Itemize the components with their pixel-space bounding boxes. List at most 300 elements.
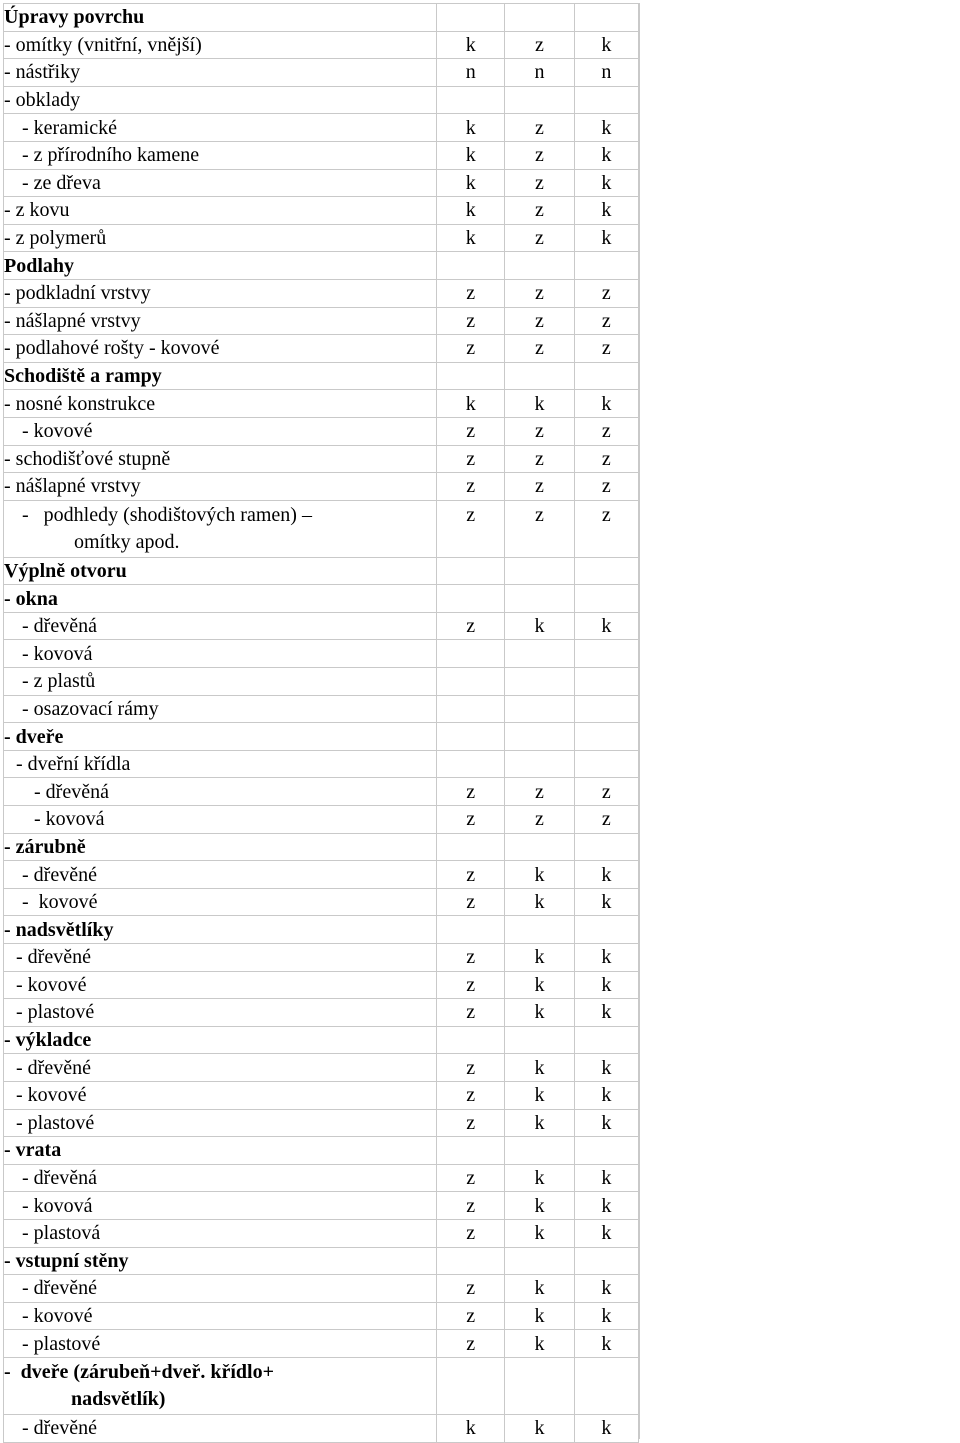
rating-cell-3: z bbox=[574, 279, 638, 307]
rating-cell-3 bbox=[574, 916, 638, 944]
rating-cell-2: z bbox=[505, 500, 574, 557]
rating-cell-2 bbox=[505, 916, 574, 944]
row-label-cell bbox=[4, 169, 437, 197]
rating-cell-1 bbox=[437, 1026, 505, 1054]
row-label-cell bbox=[4, 668, 437, 696]
row-label-cell bbox=[4, 1026, 437, 1054]
rating-cell-2 bbox=[505, 362, 574, 390]
table-row bbox=[4, 861, 639, 889]
row-label-cell bbox=[4, 1275, 437, 1303]
rating-cell-3 bbox=[574, 1247, 638, 1275]
rating-cell-2 bbox=[505, 833, 574, 861]
rating-cell-1: k bbox=[437, 224, 505, 252]
rating-cell-1 bbox=[437, 695, 505, 723]
rating-cell-1: z bbox=[437, 335, 505, 363]
table-row bbox=[4, 31, 639, 59]
rating-cell-1: k bbox=[437, 31, 505, 59]
table-row bbox=[4, 916, 639, 944]
table-row bbox=[4, 778, 639, 806]
rating-cell-2: n bbox=[505, 59, 574, 87]
row-label-cell bbox=[4, 1330, 437, 1358]
row-label-cell bbox=[4, 362, 437, 390]
table-row bbox=[4, 585, 639, 613]
rating-cell-1: z bbox=[437, 473, 505, 501]
rating-cell-3: k bbox=[574, 1192, 638, 1220]
row-label: - dřevěné bbox=[22, 1417, 97, 1440]
row-label-cell bbox=[4, 390, 437, 418]
rating-cell-2 bbox=[505, 668, 574, 696]
rating-cell-2: k bbox=[505, 1109, 574, 1137]
rating-cell-1: z bbox=[437, 778, 505, 806]
row-label: - z kovu bbox=[4, 199, 70, 222]
table-row bbox=[4, 224, 639, 252]
rating-cell-2: k bbox=[505, 390, 574, 418]
rating-cell-1: z bbox=[437, 1275, 505, 1303]
row-label-cell bbox=[4, 59, 437, 87]
rating-cell-2: z bbox=[505, 197, 574, 225]
table-row bbox=[4, 86, 639, 114]
rating-cell-1 bbox=[437, 916, 505, 944]
row-label: - vrata bbox=[4, 1139, 62, 1162]
table-row bbox=[4, 1164, 639, 1192]
rating-cell-3 bbox=[574, 86, 638, 114]
rating-cell-2: k bbox=[505, 971, 574, 999]
rating-cell-2: k bbox=[505, 888, 574, 916]
table-row bbox=[4, 806, 639, 834]
rating-cell-1 bbox=[437, 86, 505, 114]
rating-cell-2 bbox=[505, 1137, 574, 1165]
rating-cell-3: k bbox=[574, 114, 638, 142]
table-row bbox=[4, 1081, 639, 1109]
rating-cell-1: z bbox=[437, 806, 505, 834]
row-label: - kovová bbox=[34, 808, 105, 831]
rating-cell-1 bbox=[437, 1137, 505, 1165]
rating-cell-1: k bbox=[437, 141, 505, 169]
table-row bbox=[4, 362, 639, 390]
rating-cell-3: k bbox=[574, 612, 638, 640]
row-label-cell bbox=[4, 335, 437, 363]
rating-cell-3: k bbox=[574, 31, 638, 59]
rating-cell-1: z bbox=[437, 612, 505, 640]
rating-cell-2: z bbox=[505, 417, 574, 445]
column-divider bbox=[639, 3, 640, 1439]
rating-cell-3: k bbox=[574, 141, 638, 169]
row-label-cell bbox=[4, 279, 437, 307]
row-label: - kovová bbox=[22, 1194, 93, 1217]
table-row bbox=[4, 999, 639, 1027]
row-label: - schodišťové stupně bbox=[4, 447, 171, 470]
rating-cell-1: z bbox=[437, 1219, 505, 1247]
rating-cell-2 bbox=[505, 1357, 574, 1414]
rating-cell-1 bbox=[437, 668, 505, 696]
row-label: - obklady bbox=[4, 89, 81, 112]
table-row bbox=[4, 1330, 639, 1358]
rating-cell-2: k bbox=[505, 1081, 574, 1109]
row-label: - nášlapné vrstvy bbox=[4, 309, 141, 332]
table-row bbox=[4, 307, 639, 335]
table-row bbox=[4, 695, 639, 723]
rating-cell-1 bbox=[437, 252, 505, 280]
rating-cell-3: k bbox=[574, 944, 638, 972]
row-label-cell bbox=[4, 4, 437, 32]
rating-cell-3: k bbox=[574, 1219, 638, 1247]
table-row bbox=[4, 4, 639, 32]
row-label-cell bbox=[4, 557, 437, 585]
rating-cell-3: k bbox=[574, 888, 638, 916]
rating-cell-3: k bbox=[574, 224, 638, 252]
rating-cell-1: z bbox=[437, 445, 505, 473]
row-label: - kovové bbox=[16, 973, 87, 996]
rating-cell-2: k bbox=[505, 1054, 574, 1082]
row-label-cell bbox=[4, 1414, 437, 1442]
row-label: - dřevěná bbox=[22, 1167, 97, 1190]
rating-cell-3 bbox=[574, 723, 638, 751]
row-label: Výplně otvoru bbox=[4, 559, 127, 582]
row-label: - dřevěná bbox=[34, 780, 109, 803]
rating-cell-3 bbox=[574, 585, 638, 613]
rating-cell-3: k bbox=[574, 1275, 638, 1303]
table-row bbox=[4, 1247, 639, 1275]
rating-cell-1 bbox=[437, 640, 505, 668]
rating-cell-2: k bbox=[505, 944, 574, 972]
row-label: - dveře (zárubeň+dveř. křídlo+ bbox=[4, 1360, 274, 1383]
rating-cell-2: z bbox=[505, 806, 574, 834]
rating-cell-3: k bbox=[574, 169, 638, 197]
rating-cell-3 bbox=[574, 750, 638, 778]
row-label-cell bbox=[4, 141, 437, 169]
rating-cell-1: z bbox=[437, 500, 505, 557]
rating-cell-2: z bbox=[505, 279, 574, 307]
table-row bbox=[4, 1357, 639, 1414]
rating-cell-2: k bbox=[505, 612, 574, 640]
rating-cell-1 bbox=[437, 750, 505, 778]
table-row bbox=[4, 668, 639, 696]
rating-cell-1: k bbox=[437, 197, 505, 225]
rating-cell-3 bbox=[574, 1357, 638, 1414]
rating-cell-1: z bbox=[437, 1330, 505, 1358]
rating-cell-3: k bbox=[574, 1302, 638, 1330]
rating-cell-3 bbox=[574, 668, 638, 696]
rating-cell-2: k bbox=[505, 1414, 574, 1442]
row-label-cell bbox=[4, 806, 437, 834]
row-label-cell bbox=[4, 1137, 437, 1165]
row-label-cell bbox=[4, 86, 437, 114]
row-label: - plastové bbox=[22, 1332, 101, 1355]
row-label-cell bbox=[4, 1054, 437, 1082]
row-label: - dřevěné bbox=[16, 1056, 91, 1079]
row-label-cell bbox=[4, 778, 437, 806]
table-body bbox=[4, 4, 639, 1443]
row-label-cell bbox=[4, 695, 437, 723]
rating-cell-1: z bbox=[437, 307, 505, 335]
row-label: - osazovací rámy bbox=[22, 697, 159, 720]
rating-cell-3: k bbox=[574, 1164, 638, 1192]
row-label-cell bbox=[4, 417, 437, 445]
rating-cell-2: k bbox=[505, 1192, 574, 1220]
table-row bbox=[4, 888, 639, 916]
rating-cell-1 bbox=[437, 362, 505, 390]
rating-cell-2 bbox=[505, 1247, 574, 1275]
rating-cell-1: k bbox=[437, 169, 505, 197]
rating-cell-1: k bbox=[437, 1414, 505, 1442]
row-label: - kovové bbox=[22, 891, 98, 914]
row-label: - nášlapné vrstvy bbox=[4, 475, 141, 498]
row-label-cell bbox=[4, 1192, 437, 1220]
rating-cell-2 bbox=[505, 86, 574, 114]
rating-cell-2: z bbox=[505, 307, 574, 335]
rating-cell-2: k bbox=[505, 1302, 574, 1330]
rating-cell-3: z bbox=[574, 473, 638, 501]
rating-cell-1: z bbox=[437, 888, 505, 916]
table-row bbox=[4, 169, 639, 197]
row-label-cell bbox=[4, 1164, 437, 1192]
rating-cell-3: n bbox=[574, 59, 638, 87]
rating-cell-3: k bbox=[574, 1414, 638, 1442]
rating-cell-1: z bbox=[437, 1164, 505, 1192]
row-label-cell bbox=[4, 944, 437, 972]
rating-cell-1: z bbox=[437, 1054, 505, 1082]
table-row bbox=[4, 833, 639, 861]
rating-cell-3: k bbox=[574, 390, 638, 418]
table-row bbox=[4, 390, 639, 418]
rating-cell-3: z bbox=[574, 417, 638, 445]
rating-cell-2: z bbox=[505, 335, 574, 363]
table-row bbox=[4, 59, 639, 87]
rating-cell-1 bbox=[437, 4, 505, 32]
rating-cell-3: z bbox=[574, 500, 638, 557]
row-label-continuation: omítky apod. bbox=[74, 530, 180, 553]
table-row bbox=[4, 971, 639, 999]
row-label: - z plastů bbox=[22, 670, 96, 693]
rating-cell-3 bbox=[574, 833, 638, 861]
rating-cell-1: z bbox=[437, 279, 505, 307]
table-row bbox=[4, 114, 639, 142]
row-label: - nosné konstrukce bbox=[4, 392, 156, 415]
table-row bbox=[4, 1109, 639, 1137]
row-label-cell bbox=[4, 473, 437, 501]
row-label-cell bbox=[4, 833, 437, 861]
row-label-cell bbox=[4, 640, 437, 668]
rating-cell-2: k bbox=[505, 1164, 574, 1192]
rating-cell-2 bbox=[505, 750, 574, 778]
rating-cell-2: k bbox=[505, 999, 574, 1027]
row-label: - ze dřeva bbox=[22, 171, 101, 194]
rating-cell-3: k bbox=[574, 1330, 638, 1358]
row-label: Podlahy bbox=[4, 254, 75, 277]
row-label: Úpravy povrchu bbox=[4, 6, 145, 29]
row-label: - dřevěné bbox=[22, 1277, 97, 1300]
row-label-cell bbox=[4, 197, 437, 225]
table-row bbox=[4, 1275, 639, 1303]
rating-cell-3: z bbox=[574, 307, 638, 335]
row-label: - nástřiky bbox=[4, 61, 81, 84]
table-row bbox=[4, 1054, 639, 1082]
row-label-cell bbox=[4, 500, 437, 557]
row-label-cell bbox=[4, 888, 437, 916]
row-label-cell bbox=[4, 1302, 437, 1330]
table-row bbox=[4, 445, 639, 473]
table-row bbox=[4, 1302, 639, 1330]
rating-cell-2: z bbox=[505, 114, 574, 142]
row-label: - výkladce bbox=[4, 1029, 92, 1052]
rating-cell-3 bbox=[574, 557, 638, 585]
rating-cell-2: z bbox=[505, 169, 574, 197]
row-label-cell bbox=[4, 224, 437, 252]
table-row bbox=[4, 279, 639, 307]
rating-cell-3: k bbox=[574, 1109, 638, 1137]
rating-cell-1: z bbox=[437, 999, 505, 1027]
row-label: - dřevěné bbox=[16, 946, 91, 969]
rating-cell-1: z bbox=[437, 861, 505, 889]
row-label-cell bbox=[4, 31, 437, 59]
rating-cell-1: k bbox=[437, 114, 505, 142]
row-label-continuation: nadsvětlík) bbox=[71, 1387, 166, 1410]
row-label: - z polymerů bbox=[4, 227, 107, 250]
row-label-cell bbox=[4, 1219, 437, 1247]
table-row bbox=[4, 612, 639, 640]
rating-cell-1 bbox=[437, 1247, 505, 1275]
row-label: - vstupní stěny bbox=[4, 1249, 129, 1272]
rating-cell-2 bbox=[505, 640, 574, 668]
table-row bbox=[4, 197, 639, 225]
rating-cell-2 bbox=[505, 557, 574, 585]
row-label: - podhledy (shodištových ramen) – bbox=[22, 503, 312, 526]
rating-cell-2: k bbox=[505, 1219, 574, 1247]
rating-cell-3: k bbox=[574, 999, 638, 1027]
row-label-cell bbox=[4, 723, 437, 751]
rating-cell-1 bbox=[437, 833, 505, 861]
rating-cell-3: k bbox=[574, 861, 638, 889]
row-label: - dřevěné bbox=[22, 863, 97, 886]
rating-cell-3 bbox=[574, 1026, 638, 1054]
row-label: Schodiště a rampy bbox=[4, 365, 162, 388]
row-label: - okna bbox=[4, 587, 58, 610]
table-row bbox=[4, 640, 639, 668]
table-row bbox=[4, 500, 639, 557]
table-row bbox=[4, 1414, 639, 1442]
rating-cell-2: z bbox=[505, 141, 574, 169]
rating-cell-2 bbox=[505, 585, 574, 613]
rating-cell-1: z bbox=[437, 1192, 505, 1220]
rating-cell-2: z bbox=[505, 473, 574, 501]
row-label: - dřevěná bbox=[22, 615, 97, 638]
row-label-cell bbox=[4, 585, 437, 613]
row-label-cell bbox=[4, 861, 437, 889]
rating-cell-3 bbox=[574, 252, 638, 280]
rating-cell-3: k bbox=[574, 1081, 638, 1109]
row-label: - z přírodního kamene bbox=[22, 144, 200, 167]
row-label-cell bbox=[4, 1109, 437, 1137]
table-row bbox=[4, 944, 639, 972]
rating-cell-1 bbox=[437, 723, 505, 751]
row-label: - omítky (vnitřní, vnější) bbox=[4, 33, 202, 56]
row-label: - dveře bbox=[4, 725, 64, 748]
rating-cell-2 bbox=[505, 723, 574, 751]
row-label: - plastové bbox=[16, 1111, 95, 1134]
rating-cell-3: z bbox=[574, 778, 638, 806]
row-label: - nadsvětlíky bbox=[4, 918, 114, 941]
rating-cell-3 bbox=[574, 640, 638, 668]
row-label-cell bbox=[4, 1357, 437, 1414]
rating-cell-3 bbox=[574, 695, 638, 723]
row-label: - plastová bbox=[22, 1222, 101, 1245]
row-label: - keramické bbox=[22, 116, 117, 139]
row-label-cell bbox=[4, 999, 437, 1027]
rating-cell-2: k bbox=[505, 1330, 574, 1358]
table-row bbox=[4, 473, 639, 501]
document-sheet bbox=[3, 3, 639, 1443]
row-label-cell bbox=[4, 1247, 437, 1275]
rating-cell-1: z bbox=[437, 971, 505, 999]
row-label-cell bbox=[4, 971, 437, 999]
row-label: - kovové bbox=[16, 1084, 87, 1107]
table-row bbox=[4, 723, 639, 751]
rating-cell-2 bbox=[505, 252, 574, 280]
rating-cell-3: k bbox=[574, 971, 638, 999]
table-row bbox=[4, 1219, 639, 1247]
rating-cell-1: z bbox=[437, 417, 505, 445]
rating-cell-3: z bbox=[574, 806, 638, 834]
rating-cell-1 bbox=[437, 557, 505, 585]
rating-cell-1: z bbox=[437, 1109, 505, 1137]
rating-cell-2: k bbox=[505, 1275, 574, 1303]
rating-cell-3 bbox=[574, 1137, 638, 1165]
row-label-cell bbox=[4, 114, 437, 142]
rating-cell-2: z bbox=[505, 778, 574, 806]
table-row bbox=[4, 1192, 639, 1220]
rating-cell-3 bbox=[574, 4, 638, 32]
rating-cell-2: z bbox=[505, 31, 574, 59]
row-label: - kovové bbox=[22, 1305, 93, 1328]
row-label-cell bbox=[4, 1081, 437, 1109]
table-row bbox=[4, 750, 639, 778]
rating-cell-1 bbox=[437, 585, 505, 613]
rating-cell-3: k bbox=[574, 197, 638, 225]
row-label-cell bbox=[4, 252, 437, 280]
row-label-cell bbox=[4, 916, 437, 944]
row-label: - zárubně bbox=[4, 835, 86, 858]
rating-cell-3 bbox=[574, 362, 638, 390]
rating-table bbox=[3, 3, 639, 1443]
rating-cell-1: k bbox=[437, 390, 505, 418]
row-label: - podlahové rošty - kovové bbox=[4, 337, 220, 360]
row-label-cell bbox=[4, 307, 437, 335]
rating-cell-1: z bbox=[437, 1081, 505, 1109]
rating-cell-3: z bbox=[574, 445, 638, 473]
rating-cell-2 bbox=[505, 695, 574, 723]
row-label: - dveřní křídla bbox=[16, 753, 131, 776]
rating-cell-1 bbox=[437, 1357, 505, 1414]
rating-cell-2: z bbox=[505, 224, 574, 252]
row-label: - kovová bbox=[22, 642, 93, 665]
rating-cell-2: z bbox=[505, 445, 574, 473]
table-row bbox=[4, 417, 639, 445]
row-label-cell bbox=[4, 612, 437, 640]
rating-cell-1: z bbox=[437, 1302, 505, 1330]
table-row bbox=[4, 557, 639, 585]
rating-cell-2 bbox=[505, 4, 574, 32]
rating-cell-2 bbox=[505, 1026, 574, 1054]
row-label: - kovové bbox=[22, 420, 93, 443]
rating-cell-1: n bbox=[437, 59, 505, 87]
rating-cell-3: z bbox=[574, 335, 638, 363]
row-label: - plastové bbox=[16, 1001, 95, 1024]
rating-cell-2: k bbox=[505, 861, 574, 889]
row-label: - podkladní vrstvy bbox=[4, 282, 151, 305]
rating-cell-3: k bbox=[574, 1054, 638, 1082]
table-row bbox=[4, 141, 639, 169]
table-row bbox=[4, 335, 639, 363]
